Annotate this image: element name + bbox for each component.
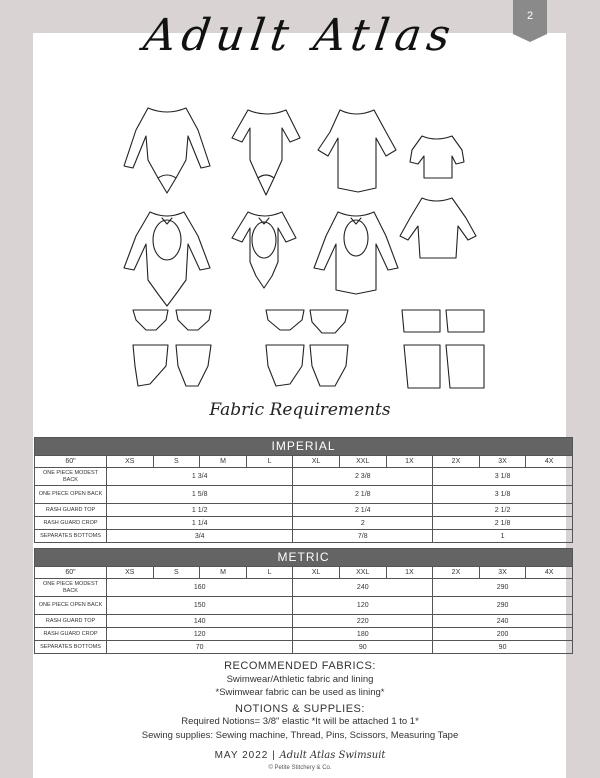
rash-guard-crop-front xyxy=(410,136,464,178)
footer-date: MAY 2022 xyxy=(214,750,269,761)
table-row xyxy=(35,641,573,654)
value-cell: 90 xyxy=(293,641,433,654)
imperial-heading: IMPERIAL xyxy=(35,438,573,456)
value-cell: 180 xyxy=(293,628,433,641)
separates-bottoms-set-3 xyxy=(402,310,484,388)
long-sleeve-one-piece-back xyxy=(124,212,210,306)
row-label: ONE PIECE OPEN BACK xyxy=(35,597,107,615)
size-col: 3X xyxy=(479,567,526,579)
table-row xyxy=(35,517,573,530)
size-col: M xyxy=(200,456,247,468)
value-cell: 3 1/8 xyxy=(433,486,573,504)
modest-one-piece-front xyxy=(318,110,396,192)
fabrics-line-1: Swimwear/Athletic fabric and lining xyxy=(226,674,374,685)
row-label: ONE PIECE MODEST BACK xyxy=(35,468,107,486)
row-label: RASH GUARD TOP xyxy=(35,615,107,628)
size-col: 2X xyxy=(433,567,480,579)
fabric-requirements-heading: Fabric Requirements xyxy=(209,400,391,420)
fabric-width: 60" xyxy=(35,456,107,468)
value-cell: 2 3/8 xyxy=(293,468,433,486)
size-col: XL xyxy=(293,456,340,468)
value-cell: 3 1/8 xyxy=(433,468,573,486)
value-cell: 2 1/8 xyxy=(433,517,573,530)
value-cell: 240 xyxy=(433,615,573,628)
footer-separator: | xyxy=(272,750,276,761)
value-cell: 2 xyxy=(293,517,433,530)
table-row xyxy=(35,468,573,486)
value-cell: 120 xyxy=(293,597,433,615)
separates-bottoms-set-2 xyxy=(266,310,348,386)
row-label: ONE PIECE MODEST BACK xyxy=(35,579,107,597)
short-sleeve-one-piece-front xyxy=(232,110,300,195)
size-header-row xyxy=(35,456,573,468)
value-cell: 290 xyxy=(433,597,573,615)
value-cell: 150 xyxy=(107,597,293,615)
size-col: 4X xyxy=(526,456,573,468)
size-header-row xyxy=(35,567,573,579)
size-col: XS xyxy=(107,567,154,579)
imperial-table xyxy=(34,437,573,543)
table-row xyxy=(35,628,573,641)
size-col: M xyxy=(200,567,247,579)
value-cell: 200 xyxy=(433,628,573,641)
size-col: XXL xyxy=(339,567,386,579)
size-col: 1X xyxy=(386,456,433,468)
row-label: SEPARATES BOTTOMS xyxy=(35,641,107,654)
value-cell: 1 5/8 xyxy=(107,486,293,504)
footer-signature: Adult Atlas Swimsuit xyxy=(279,750,386,761)
value-cell: 290 xyxy=(433,579,573,597)
size-col: S xyxy=(153,456,200,468)
short-sleeve-one-piece-back xyxy=(232,212,296,288)
value-cell: 240 xyxy=(293,579,433,597)
table-row xyxy=(35,530,573,543)
table-row xyxy=(35,486,573,504)
row-label: RASH GUARD CROP xyxy=(35,517,107,530)
long-sleeve-one-piece-front xyxy=(124,108,210,193)
notions-line-1: Required Notions= 3/8" elastic *It will be attached 1 to 1* xyxy=(181,716,419,727)
value-cell: 1 1/2 xyxy=(107,504,293,517)
table-row xyxy=(35,579,573,597)
size-col: XS xyxy=(107,456,154,468)
row-label: RASH GUARD TOP xyxy=(35,504,107,517)
notions-line-2: Sewing supplies: Sewing machine, Thread, Pins, Scissors, Measuring Tape xyxy=(141,730,459,741)
value-cell: 7/8 xyxy=(293,530,433,543)
value-cell: 140 xyxy=(107,615,293,628)
row-label: SEPARATES BOTTOMS xyxy=(35,530,107,543)
row-label: RASH GUARD CROP xyxy=(35,628,107,641)
size-col: S xyxy=(153,567,200,579)
value-cell: 1 3/4 xyxy=(107,468,293,486)
value-cell: 160 xyxy=(107,579,293,597)
value-cell: 120 xyxy=(107,628,293,641)
size-col: L xyxy=(246,567,293,579)
fabric-width: 60" xyxy=(35,567,107,579)
table-row xyxy=(35,504,573,517)
value-cell: 2 1/4 xyxy=(293,504,433,517)
recommended-fabrics-heading: RECOMMENDED FABRICS: xyxy=(224,660,376,672)
value-cell: 1 1/4 xyxy=(107,517,293,530)
value-cell: 70 xyxy=(107,641,293,654)
size-col: L xyxy=(246,456,293,468)
value-cell: 90 xyxy=(433,641,573,654)
copyright: © Petite Stitchery & Co. xyxy=(268,765,332,771)
notions-heading: NOTIONS & SUPPLIES: xyxy=(235,703,365,715)
fabrics-line-2: *Swimwear fabric can be used as lining* xyxy=(215,687,385,698)
size-col: 4X xyxy=(526,567,573,579)
value-cell: 2 1/2 xyxy=(433,504,573,517)
metric-table xyxy=(34,548,573,654)
value-cell: 220 xyxy=(293,615,433,628)
size-col: 2X xyxy=(433,456,480,468)
separates-bottoms-set-1 xyxy=(133,310,211,386)
value-cell: 2 1/8 xyxy=(293,486,433,504)
size-col: 1X xyxy=(386,567,433,579)
page-title: Adult Atlas xyxy=(140,10,460,61)
row-label: ONE PIECE OPEN BACK xyxy=(35,486,107,504)
modest-one-piece-back xyxy=(314,212,398,294)
value-cell: 1 xyxy=(433,530,573,543)
size-col: XL xyxy=(293,567,340,579)
rash-guard-top-front xyxy=(400,198,476,258)
table-row xyxy=(35,615,573,628)
value-cell: 3/4 xyxy=(107,530,293,543)
size-col: 3X xyxy=(479,456,526,468)
footer xyxy=(0,750,600,761)
table-row xyxy=(35,597,573,615)
page-number: 2 xyxy=(526,10,534,22)
metric-heading: METRIC xyxy=(35,549,573,567)
size-col: XXL xyxy=(339,456,386,468)
